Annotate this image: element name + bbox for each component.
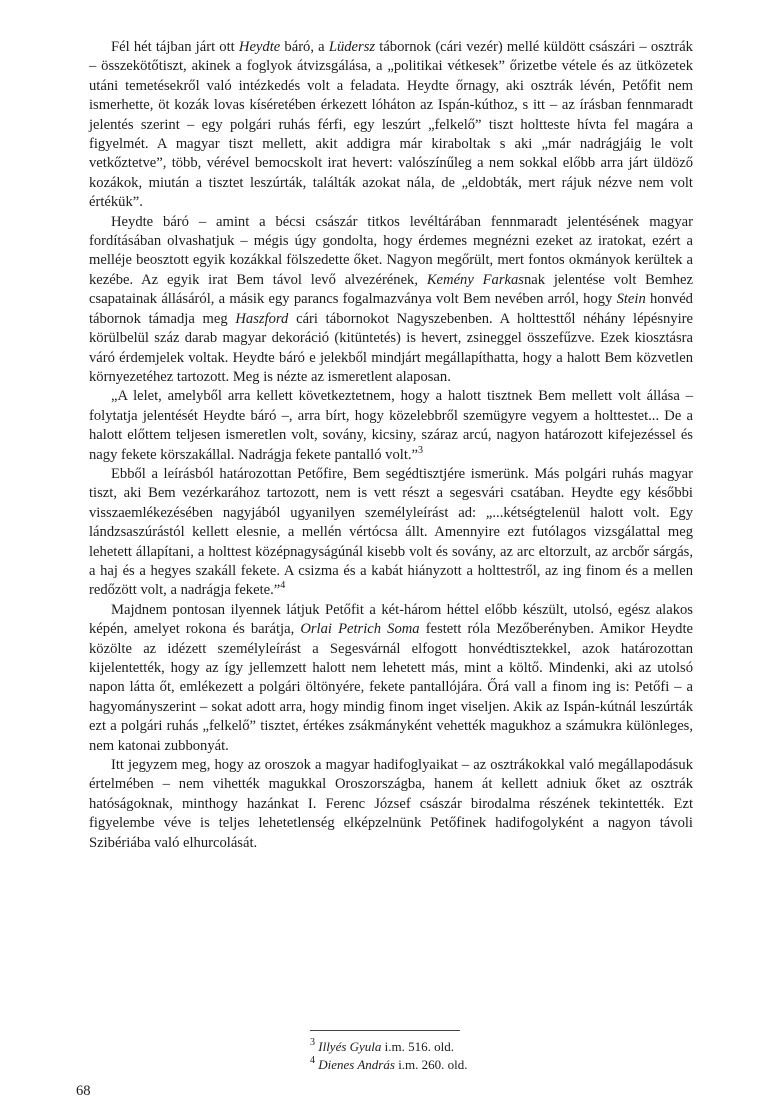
paragraph [89, 38, 693, 213]
paragraph [89, 387, 693, 465]
footnote-number: 4 [310, 1055, 315, 1066]
text-run: honvéd tábornok támadja meg [89, 291, 693, 327]
text-run: tábornok (cári vezér) mellé küldött császári – osztrák – összekötőtiszt, akinek a foglyok átvizsgálása, a „politikai vétkesek” őrizetbe vétele és az ütközetek utáni temetésekről való intézkedés volt a feladata. Heydte őrnagy, aki osztrák lévén, Petőfit nem ismerhette, öt kozák lovas kíséretében érkezett lóháton az Ispán-kúthoz, s itt – az írásban fennmaradt jelentés szerint – egy polgári ruhás férfi, egy leszúrt „felkelő” tiszt holtteste hívta fel magára a figyelmét. A magyar tiszt mellett, akit addigra már kiraboltak s aki „már nadrágjáig le volt vetkőztetve”, több, vérével bemocskolt irat hevert: valószínűleg a nem sokkal előbb arra járt üldöző kozákok, miután a tisztet leszúrták, találták azokat nála, de „eldobták, mert rájuk nézve nem volt értékük”. [89, 39, 693, 211]
text-run: nak jelentése volt Bemhez csapatainak állásáról, a másik egy parancs fogalmazványa volt Bem nevében arról, hogy [89, 271, 694, 308]
footnote-reference: i.m. 260. old. [394, 1057, 468, 1072]
italic-name: Lüdersz [328, 39, 376, 55]
footnote-number: 3 [310, 1037, 315, 1048]
footnote-reference: i.m. 516. old. [381, 1039, 455, 1054]
paragraph [89, 601, 693, 756]
paragraph [89, 465, 693, 601]
footnote-3 [310, 1038, 690, 1056]
italic-name: Kemény Farkas [426, 271, 524, 288]
text-run: Itt jegyzem meg, hogy az oroszok a magyar hadifoglyaikat – az osztrákokkal való megállapodásuk értelmében – nem vihették magukkal Oroszországba, hanem át kellett adniuk őket az osztrák hatóságoknak, minthogy hazánkat I. Ferenc József császár birodalma részének tekintették. Ezt figyelembe véve is teljes lehetetlenség elképzelnünk Petőfinek hadifogolyként a nagyon távoli Szibériába való elhurcolását. [89, 757, 693, 851]
text-run: Ebből a leírásból határozottan Petőfire, Bem segédtisztjére ismerünk. Más polgári ruhás magyar tiszt, aki Bem vezérkarához tartozott, nem is vett részt a segesvári csatában. Heydte egy későbbi visszaemlékezésében nagyjából ugyanilyen személyleírást ad: „...kétségtelenül halott volt. Egy lándzsaszúrástól kellett elesnie, a mellén vértócsa állt. Amennyire ezt futólagos vizsgálattal meg lehetett állapítani, a holttest középnagyságúnál kisebb volt és sovány, az arc eltorzult, az arcbőr sárgás, a haj és a hegyes szakáll fekete. A csizma és a kabát hiányzott a holttestről, az ing finom és a mellen redőzött volt, a nadrágja fekete.” [89, 465, 693, 599]
text-run: báró, a [280, 39, 329, 55]
italic-name: Haszford [235, 310, 289, 327]
footnote-ref: 4 [280, 580, 286, 592]
text-run: cári tábornokot Nagyszebenben. A holttesttől néhány lépésnyire körülbelül száz darab magyar dekoráció (kitüntetés) is hevert, zsineggel összefűzve. Ezek kiosztásra váró érdemjelek voltak. Heydte báró e jelekből mindjárt megállapíthatta, hogy a halott Bem közvetlen környezetéhez tartozott. Meg is nézte az ismeretlent alaposan. [89, 310, 693, 385]
page-number: 68 [76, 1083, 91, 1099]
footnote-divider [310, 1030, 460, 1031]
footnotes [310, 1038, 690, 1074]
footnote-4 [310, 1056, 690, 1074]
paragraph [89, 756, 693, 853]
italic-name: Orlai Petrich Soma [300, 621, 420, 638]
text-run: Majdnem pontosan ilyennek látjuk Petőfit a két-három héttel előbb készült, utolsó, egész alakos képén, amelyet rokona és barátja, [89, 601, 693, 638]
main-text [89, 38, 693, 853]
footnote-ref: 3 [418, 444, 424, 456]
paragraph [89, 213, 693, 388]
text-run: Fél hét tájban járt ott [111, 39, 239, 55]
text-run: Heydte báró – amint a bécsi császár titkos levéltárában fennmaradt jelentésének magyar fordításában olvashatjuk – mégis úgy gondolta, hogy érdemes megnézni ezeket az iratokat, ezért a melléje beosztott egyik kozákkal fölszedette őket. Nagyon megőrült, mert fontos okmányok kerültek a kezébe. Az egyik irat Bem távol levő alvezérének, [89, 213, 693, 288]
footnote-author: Illyés Gyula [318, 1039, 382, 1054]
italic-name: Heydte [238, 39, 281, 55]
italic-name: Stein [616, 291, 646, 308]
text-run: festett róla Mezőberényben. Amikor Heydte közölte az idézett személyleírást a Segesvárnál elfogott honvédtisztekkel, azok határozottan kijelentették, hogy az így jellemzett halott nem lehetett más, mint a költő. Mindenki, aki az utolsó napon látta őt, emlékezett a polgári öltönyére, fekete pantallójára. Őrá vall a finom ing is: Petőfi – a hagyományszerint – sokat adott arra, hogy mindig finom inget viseljen. Akik az Ispán-kútnál leszúrták ezt a polgári ruhás „felkelő” tisztet, értékes zsákmányként vehették magukhoz a számukra különleges, nem katonai zubbonyát. [89, 621, 693, 754]
footnote-author: Dienes András [318, 1057, 395, 1072]
text-run: „A lelet, amelyből arra kellett következtetnem, hogy a halott tisztnek Bem mellett volt állása – folytatja jelentését Heydte báró –, arra bírt, hogy közelebbről szemügyre vegyem a holttestet... De a halott előttem teljesen ismeretlen volt, sovány, kicsiny, száraz arcú, nagyon határozott kifejezéssel és nagy fekete körszakállal. Nadrágja fekete pantalló volt.” [89, 388, 693, 463]
